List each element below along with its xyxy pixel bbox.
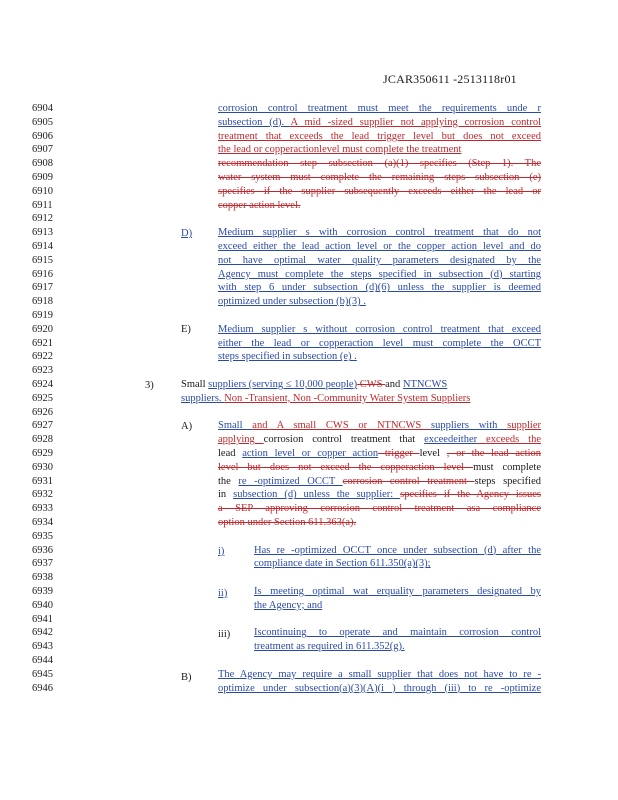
text-line [218, 489, 541, 500]
revised-text: with step 6 under subsection (d)(6) unless the supplier is deemed [218, 282, 541, 294]
line-number: 6924 [32, 379, 53, 390]
line-number: 6941 [32, 613, 53, 625]
revised-text: The Agency may require a small supplier that does not have to re - [218, 668, 541, 680]
text-line [218, 462, 541, 473]
text-line [218, 172, 541, 183]
line-number: 6915 [32, 254, 53, 266]
line-number: 6911 [32, 199, 53, 211]
revised-text: not have optimal water quality parameters designated by the [218, 254, 541, 266]
deleted-text: CWS [357, 379, 386, 390]
revised-text: A mid -sized supplier not applying corrosion control [290, 116, 541, 128]
unchanged-text: lead [218, 448, 243, 459]
revised-text: Medium supplier s with corrosion control treatment that do not [218, 227, 541, 239]
text-line [218, 241, 541, 252]
line-number: 6930 [32, 461, 53, 473]
revised-text: suppliers. [181, 392, 225, 404]
line-number: 6909 [32, 172, 53, 183]
revised-text: action level or copper action [242, 448, 379, 459]
text-line [218, 131, 541, 142]
document-id-header: JCAR350611 -2513118r01 [383, 72, 517, 86]
line-number: 6943 [32, 641, 53, 653]
text-line [254, 600, 322, 611]
revised-text: applying [218, 434, 264, 446]
item-label-i: i) [218, 546, 225, 557]
revised-text: suppliers with [431, 420, 508, 432]
text-line [218, 144, 461, 155]
revised-text: NTNCWS [402, 379, 448, 390]
deleted-text: water system must complete the remaining steps subsection (e) [218, 172, 541, 183]
line-number: 6935 [32, 530, 53, 542]
revised-text: exceed either the lead action level or the copper action level and do [218, 241, 541, 252]
line-number: 6906 [32, 130, 53, 142]
line-number: 6917 [32, 282, 53, 294]
text-line [254, 586, 541, 597]
text-line [218, 200, 301, 211]
text-line [218, 255, 541, 266]
text-line [218, 186, 541, 197]
unchanged-text: the [218, 475, 239, 487]
line-number: 6923 [32, 365, 53, 377]
unchanged-text: corrosion control treatment that [263, 434, 425, 446]
line-number: 6921 [32, 337, 53, 349]
text-line [218, 434, 541, 445]
unchanged-text: Small [181, 379, 209, 390]
line-number: 6918 [32, 296, 53, 308]
line-number: 6945 [32, 668, 53, 680]
line-number: 6933 [32, 503, 53, 515]
line-number: 6914 [32, 241, 53, 252]
line-number: 6928 [32, 434, 53, 446]
deleted-text: specifies if the supplier subsequently exceeds either the lead or [218, 185, 541, 197]
text-line [254, 545, 541, 556]
line-number: 6936 [32, 544, 53, 556]
deleted-text: recommendation step subsection (a)(1) specifies (Step 1). The [218, 158, 541, 170]
line-number: 6912 [32, 213, 53, 225]
revised-text: exceedeither [424, 434, 478, 446]
revised-text: optimized under subsection (b)(3) . [218, 296, 366, 308]
line-number: 6908 [32, 158, 53, 170]
line-number: 6934 [32, 517, 53, 528]
line-number: 6946 [32, 682, 53, 694]
deleted-text: copper action level. [218, 199, 301, 211]
deleted-text: trigger [378, 448, 420, 459]
text-line [254, 627, 541, 638]
deleted-text: a SEP approving corrosion control treatment asa compliance [218, 503, 541, 515]
line-number: 6940 [32, 599, 53, 611]
revised-text: treatment that exceeds the lead trigger level but does not exceed [218, 130, 541, 142]
text-line [254, 558, 431, 569]
text-line [218, 282, 541, 293]
line-number: 6939 [32, 586, 53, 597]
revised-text: compliance date in Section 611.350(a)(3); [254, 558, 431, 570]
revised-text: optimize under subsection(a)(3)(A)(i ) through (iii) to re -optimize [218, 682, 541, 694]
line-number: 6907 [32, 144, 53, 156]
unchanged-text: in [218, 489, 234, 501]
revised-text: suppliers (serving ≤ 10,000 people) [208, 379, 358, 390]
revised-text: re -optimized OCCT [238, 475, 343, 487]
revised-text: supplier [507, 420, 541, 432]
line-number: 6910 [32, 185, 53, 197]
revised-text: corrosion control treatment must meet the requirements unde r [218, 103, 541, 114]
line-number: 6913 [32, 227, 53, 239]
unchanged-text: and [385, 379, 403, 390]
text-line [218, 269, 541, 280]
line-number: 6926 [32, 406, 53, 418]
line-number: 6932 [32, 489, 53, 501]
item-label-ii: ii) [218, 588, 228, 599]
unchanged-text: must complete [473, 461, 541, 473]
text-line [218, 103, 541, 114]
line-number: 6925 [32, 392, 53, 404]
item-label-3: 3) [145, 380, 154, 391]
revised-text: steps specified in subsection (e) . [218, 351, 357, 363]
line-number: 6916 [32, 268, 53, 280]
text-line [218, 324, 541, 335]
revised-text: the lead or copperactionlevel must complete the treatment [218, 144, 462, 156]
revised-text: Iscontinuing to operate and maintain corrosion control [254, 627, 541, 639]
text-line [218, 448, 541, 459]
text-line [218, 227, 541, 238]
text-line [218, 683, 541, 694]
revised-text: exceeds the [477, 434, 541, 446]
revised-text: Agency must complete the steps specified in subsection (d) starting [218, 268, 541, 280]
line-number: 6904 [32, 103, 53, 114]
line-number: 6942 [32, 627, 53, 639]
text-line [218, 338, 541, 349]
deleted-text: corrosion control treatment [342, 475, 475, 487]
text-line [254, 641, 405, 652]
line-number: 6929 [32, 448, 53, 459]
text-line [218, 503, 541, 514]
deleted-text: specifies if the Agency issues [400, 489, 541, 501]
text-line [218, 476, 541, 487]
item-label-b: B) [181, 672, 192, 683]
unchanged-text: level [419, 448, 447, 459]
line-number: 6920 [32, 323, 53, 335]
line-number: 6944 [32, 655, 53, 666]
item-label-d: D) [181, 228, 193, 239]
text-line [181, 393, 470, 404]
revised-text: either the lead or copperaction level must complete the OCCT [218, 337, 541, 349]
revised-text: Is meeting optimal wat erquality parameters designated by [254, 586, 541, 597]
deleted-text: option under Section 611.363(a). [218, 517, 357, 528]
line-number: 6919 [32, 310, 53, 321]
item-label-iii: iii) [218, 629, 231, 640]
revised-text: and A small CWS or NTNCWS [252, 420, 432, 432]
revised-text: Medium supplier s without corrosion control treatment that exceed [218, 323, 541, 335]
item-label-e: E) [181, 324, 191, 335]
item-label-a: A) [181, 421, 193, 432]
line-number: 6938 [32, 572, 53, 584]
unchanged-text: steps specified [474, 475, 541, 487]
revised-text: the Agency; and [254, 599, 323, 611]
line-number: 6927 [32, 420, 53, 432]
text-line [181, 379, 447, 390]
text-line [218, 296, 366, 307]
text-line [218, 117, 541, 128]
text-line [218, 517, 356, 528]
text-line [218, 158, 541, 169]
text-line [218, 669, 541, 680]
revised-text: Small [218, 420, 253, 432]
revised-text: Non -Transient, Non -Community Water System Suppliers [224, 392, 471, 404]
line-number: 6937 [32, 558, 53, 570]
revised-text: subsection (d). [218, 116, 291, 128]
revised-text: subsection (d) unless the supplier: [233, 489, 401, 501]
line-number: 6922 [32, 351, 53, 363]
revised-text: treatment as required in 611.352(g). [254, 641, 405, 653]
line-number: 6905 [32, 116, 53, 128]
text-line [218, 351, 357, 362]
deleted-text: level but does not exceed the copperaction level [218, 461, 474, 473]
line-number: 6931 [32, 475, 53, 487]
revised-text: Has re -optimized OCCT once under subsection (d) after the [254, 544, 541, 556]
deleted-text: , or the lead action [446, 448, 541, 459]
text-line [218, 420, 541, 431]
